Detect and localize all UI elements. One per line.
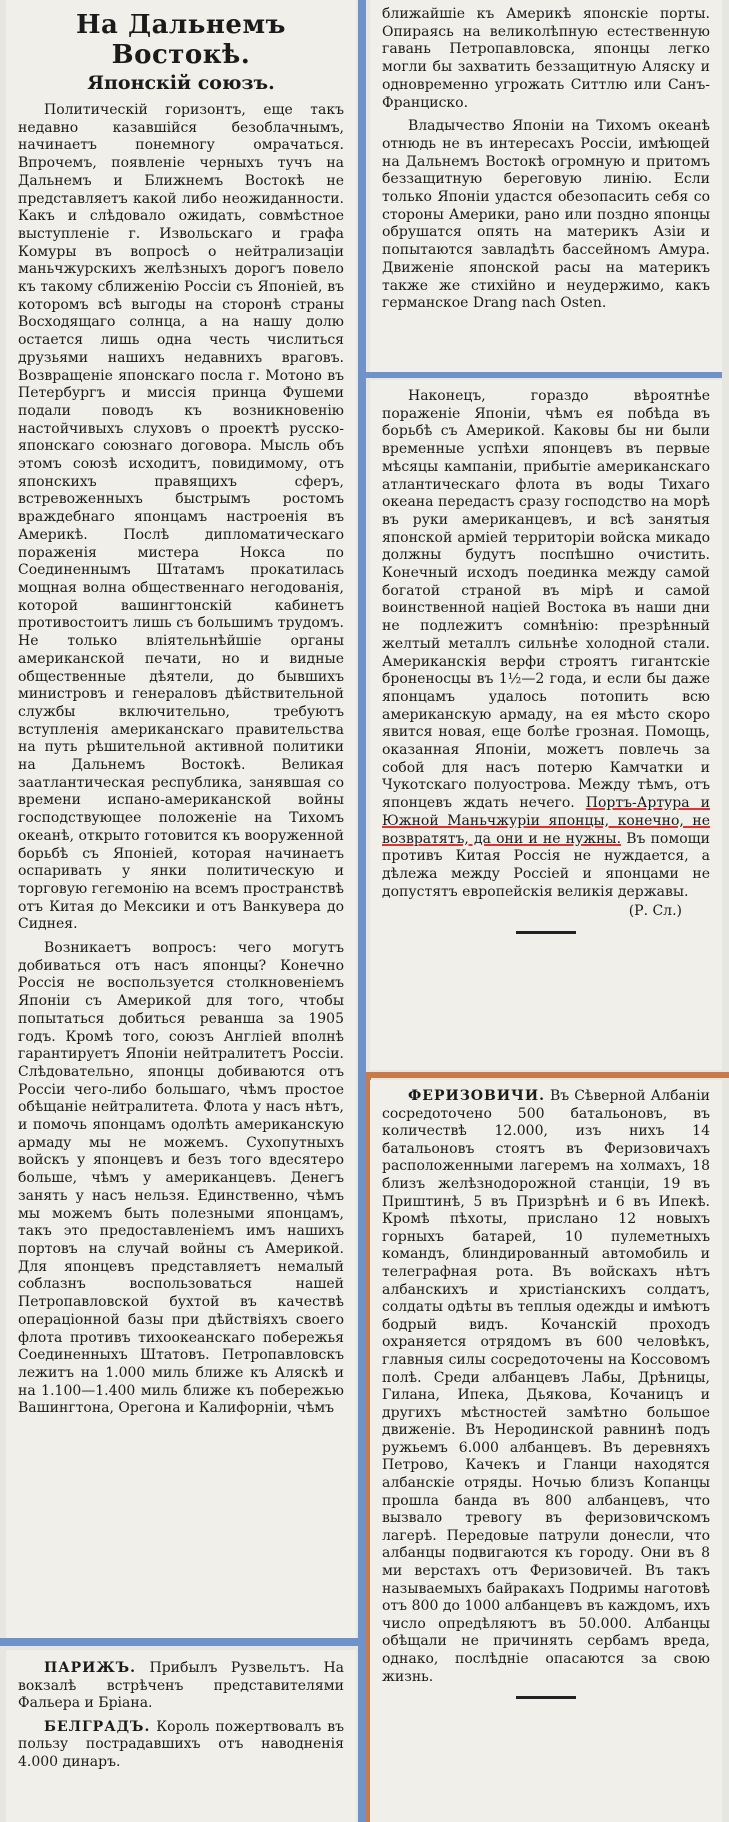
news-item-paris bbox=[18, 1660, 344, 1713]
news-telegrams bbox=[6, 1650, 356, 1822]
news-place: ПАРИЖЪ. bbox=[44, 1660, 137, 1676]
article-paragraph: Политическій горизонтъ, еще такъ недавно казавшійся безоблачнымъ, начинаетъ понемногу омрачаться. Впрочемъ, появленіе черныхъ тучъ на Дальнемъ и Ближнемъ Востокѣ не представляетъ какой либо неожиданности. Какъ и слѣдовало ожидать, совмѣстное выступленіе г. Извольскаго и графа Комуры въ вопросѣ о нейтрализаціи маньчжурскихъ желѣзныхъ дорогъ повело къ такому сближенію Россіи съ Японіей, въ которомъ всѣ выгоды на сторонѣ страны Восходящаго солнца, а на нашу долю остается лишь одна честь числиться друзьями нашихъ недавнихъ враговъ. Возвращеніе японскаго посла г. Мотоно въ Петербургъ и миссія принца Фушеми подали поводъ къ возникновенію настойчивыхъ слуховъ о проектѣ русско-японскаго союзнаго договора. Мысль объ этомъ союзѣ исходитъ, повидимому, отъ японскихъ правящихъ сферъ, встревоженныхъ быстрымъ ростомъ враждебнаго японцамъ настроенія въ Америкѣ. Послѣ дипломатическаго пораженія мистера Нокса по Соединеннымъ Штатамъ прокатилась мощная волна общественнаго негодованія, которой вашингтонскій кабинетъ противостоитъ лишь съ большимъ трудомъ. Не только вліятельнѣйшіе органы американской печати, но и видные общественные дѣятели, до бывшихъ министровъ и генераловъ дѣйствительной службы включительно, требуютъ вступленія американскаго правительства на путь рѣшительной активной политики на Дальнемъ Востокѣ. Великая заатлантическая республика, занявшая со времени испано-американской войны господствующее положеніе на Тихомъ океанѣ, открыто готовится къ вооруженной борьбѣ съ Японіей, которая начинаетъ оспаривать у янки политическую и торговую гегемонію на всемъ пространствѣ отъ Китая до Мексики и отъ Ванкувера до Сиднея. bbox=[18, 102, 344, 933]
news-text: Прибылъ Рузвельтъ. На вокзалѣ встрѣченъ представителями Фальера и Бріана. bbox=[18, 1660, 344, 1712]
article-paragraph: Возникаетъ вопросъ: чего могутъ добиваться отъ насъ японцы? Конечно Россія не воспользуется столкновеніемъ Японіи съ Америкой для того, чтобы попытаться добиться реванша за 1905 годъ. Кромѣ того, союзъ Англіей вполнѣ гарантируетъ Японіи нейтралитетъ Россіи. Слѣдовательно, японцы добиваются отъ Россіи чего-либо большаго, чѣмъ простое обѣщаніе нейтралитета. Флота у насъ нѣтъ, и помочь японцамъ одолѣть американскую армаду мы не можемъ. Сухопутныхъ войскъ у японцевъ и безъ того вдесятеро больше, чѣмъ у американцевъ. Денегъ занять у насъ нельзя. Единственно, чѣмъ мы можемъ быть полезными японцамъ, такъ это предоставленіемъ имъ нашихъ портовъ на случай войны съ Америкой. Для японцевъ представляетъ немалый соблазнъ воспользоваться нашей Петропавловской бухтой въ качествѣ операціонной базы при дѣйствіяхъ своего флота противъ тихоокеанскаго побережья Соединенныхъ Штатовъ. Петропавловскъ лежитъ на 1.000 миль ближе къ Аляскѣ и на 1.100—1.400 миль ближе къ побережью Вашингтона, Орегона и Калифорніи, чѣмъ bbox=[18, 940, 344, 1417]
news-frame-top bbox=[366, 1072, 729, 1078]
end-rule bbox=[516, 931, 576, 934]
article-headline: На Дальнемъ Востокѣ. bbox=[75, 10, 286, 70]
article-paragraph: Владычество Японіи на Тихомъ океанѣ отнюдь не въ интересахъ Россіи, имѣющей на Дальнемъ Востокѣ огромную и притомъ беззащитную береговую линію. Если только Японіи удастся обезопасить себя со стороны Америки, рано или поздно японцы обрушатся опять на материкъ Азіи и попытаются завладѣть бассейномъ Амура. Движеніе японской расы на материкъ также же стихійно и неудержимо, какъ германское Drang nach Osten. bbox=[382, 118, 710, 312]
news-ferizovich-column bbox=[370, 1080, 722, 1822]
underlined-sentence: Портъ-Артура и Южной Маньчжуріи японцы, конечно, не возвратятъ, да они и не нужны. bbox=[382, 795, 710, 847]
news-place: БЕЛГРАДЪ. bbox=[44, 1718, 151, 1735]
end-rule bbox=[516, 1696, 576, 1699]
right-top-frame-bottom bbox=[366, 372, 722, 378]
news-text: Въ Сѣверной Албаніи сосредоточено 500 батальоновъ, въ количествѣ 12.000, изъ нихъ 14 батальоновъ стоятъ въ Феризовичахъ расположенными лагеремъ на холмахъ, 18 близъ желѣзнодорожной станціи, 19 въ Приштинѣ, 5 въ Призрѣнѣ и 6 въ Ипекѣ. Кромѣ пѣхоты, прислано 12 новыхъ горныхъ батарей, 10 пулеметныхъ командъ, блиндированный автомобиль и телеграфная рота. Въ войскахъ нѣтъ албанскихъ и христіанскихъ солдатъ, солдаты одѣты въ теплыя одежды и имѣютъ бодрый видъ. Кочанскій проходъ охраняется отрядомъ въ 600 человѣкъ, главныя силы сосредоточены на Коссовомъ полѣ. Среди албанцевъ Лабы, Дрѣницы, Гилана, Ипека, Дьякова, Кочаницъ и другихъ мѣстностей замѣтно большое движеніе. Въ Неродинской равнинѣ подъ ружьемъ 6.000 албанцевъ. Въ деревняхъ Петрово, Качекъ и Гланци находятся албанскіе отряды. Ночью близъ Копанцы прошла банда въ 800 албанцевъ, что вызвало тревогу въ феризовичскомъ лагерѣ. Передовые патрули донесли, что албанцы подвигаются къ городу. Они въ 8 ми верстахъ отъ Феризовичей. Въ такъ называемыхъ байракахъ Подримы наготовѣ отъ 800 до 1000 албанцевъ въ каждомъ, ихъ число опредѣляютъ въ 50.000. Албанцы обѣщали не причинять сербамъ вреда, однако, послѣдніе опасаются за свою жизнь. bbox=[382, 1088, 711, 1685]
article-signature: (Р. Сл.) bbox=[628, 903, 682, 920]
article-subhead: Японскій союзъ. bbox=[87, 72, 275, 94]
news-item-ferizovich bbox=[382, 1088, 710, 1686]
left-column-frame-bottom bbox=[0, 1638, 366, 1646]
article-right-top-column bbox=[370, 0, 722, 372]
article-paragraph-text: Наконецъ, гораздо вѣроятнѣе пораженіе Японіи, чѣмъ ея побѣда въ борьбѣ съ Америкой. Каковы бы ни были временные успѣхи японцевъ въ первые мѣсяцы кампаніи, прибытіе американскаго атлантическаго флота въ воды Тихаго океана передастъ сразу господство на морѣ въ руки американцевъ, и всѣ занятыя японской арміей территоріи войска микадо должны будутъ поспѣшно очистить. Конечный исходъ поединка между самой богатой страной въ мірѣ и самой воинственной націей Востока въ наши дни не подлежитъ сомнѣнію: презрѣнный желтый металлъ сильнѣе холодной стали. Американскія верфи строятъ гигантскіе броненосцы въ 1½—2 года, и если бы даже японцамъ удалось потопить всю американскую армаду, на ея мѣсто скоро явится новая, еще болѣе грозная. Помощь, оказанная Японіи, можетъ повлечь за собой для насъ потерю Камчатки и Чукотскаго полуострова. Между тѣмъ, отъ японцевъ ждать нечего. bbox=[382, 388, 710, 812]
article-paragraph bbox=[382, 388, 710, 921]
news-place: ФЕРИЗОВИЧИ. bbox=[408, 1088, 545, 1104]
article-left-column bbox=[6, 0, 356, 1638]
article-paragraph: ближайшіе къ Америкѣ японскіе порты. Опираясь на великолѣпную естественную гавань Петропавловска, японцы легко могли бы захватить беззащитную Аляску и одновременно угрожать Ситтлю или Санъ-Франциско. bbox=[382, 6, 710, 111]
article-right-mid-column bbox=[370, 380, 722, 1070]
news-item-belgrade bbox=[18, 1719, 344, 1772]
article-paragraph-text: Въ помощи противъ Китая Россія не нуждается, а дѣлежа между Россіей и японцами не допустятъ европейскія великія державы. bbox=[382, 830, 710, 900]
left-column-frame-right bbox=[358, 0, 366, 1822]
news-text: Король пожертвовалъ въ пользу пострадавшихъ отъ наводненія 4.000 динаръ. bbox=[18, 1718, 344, 1770]
